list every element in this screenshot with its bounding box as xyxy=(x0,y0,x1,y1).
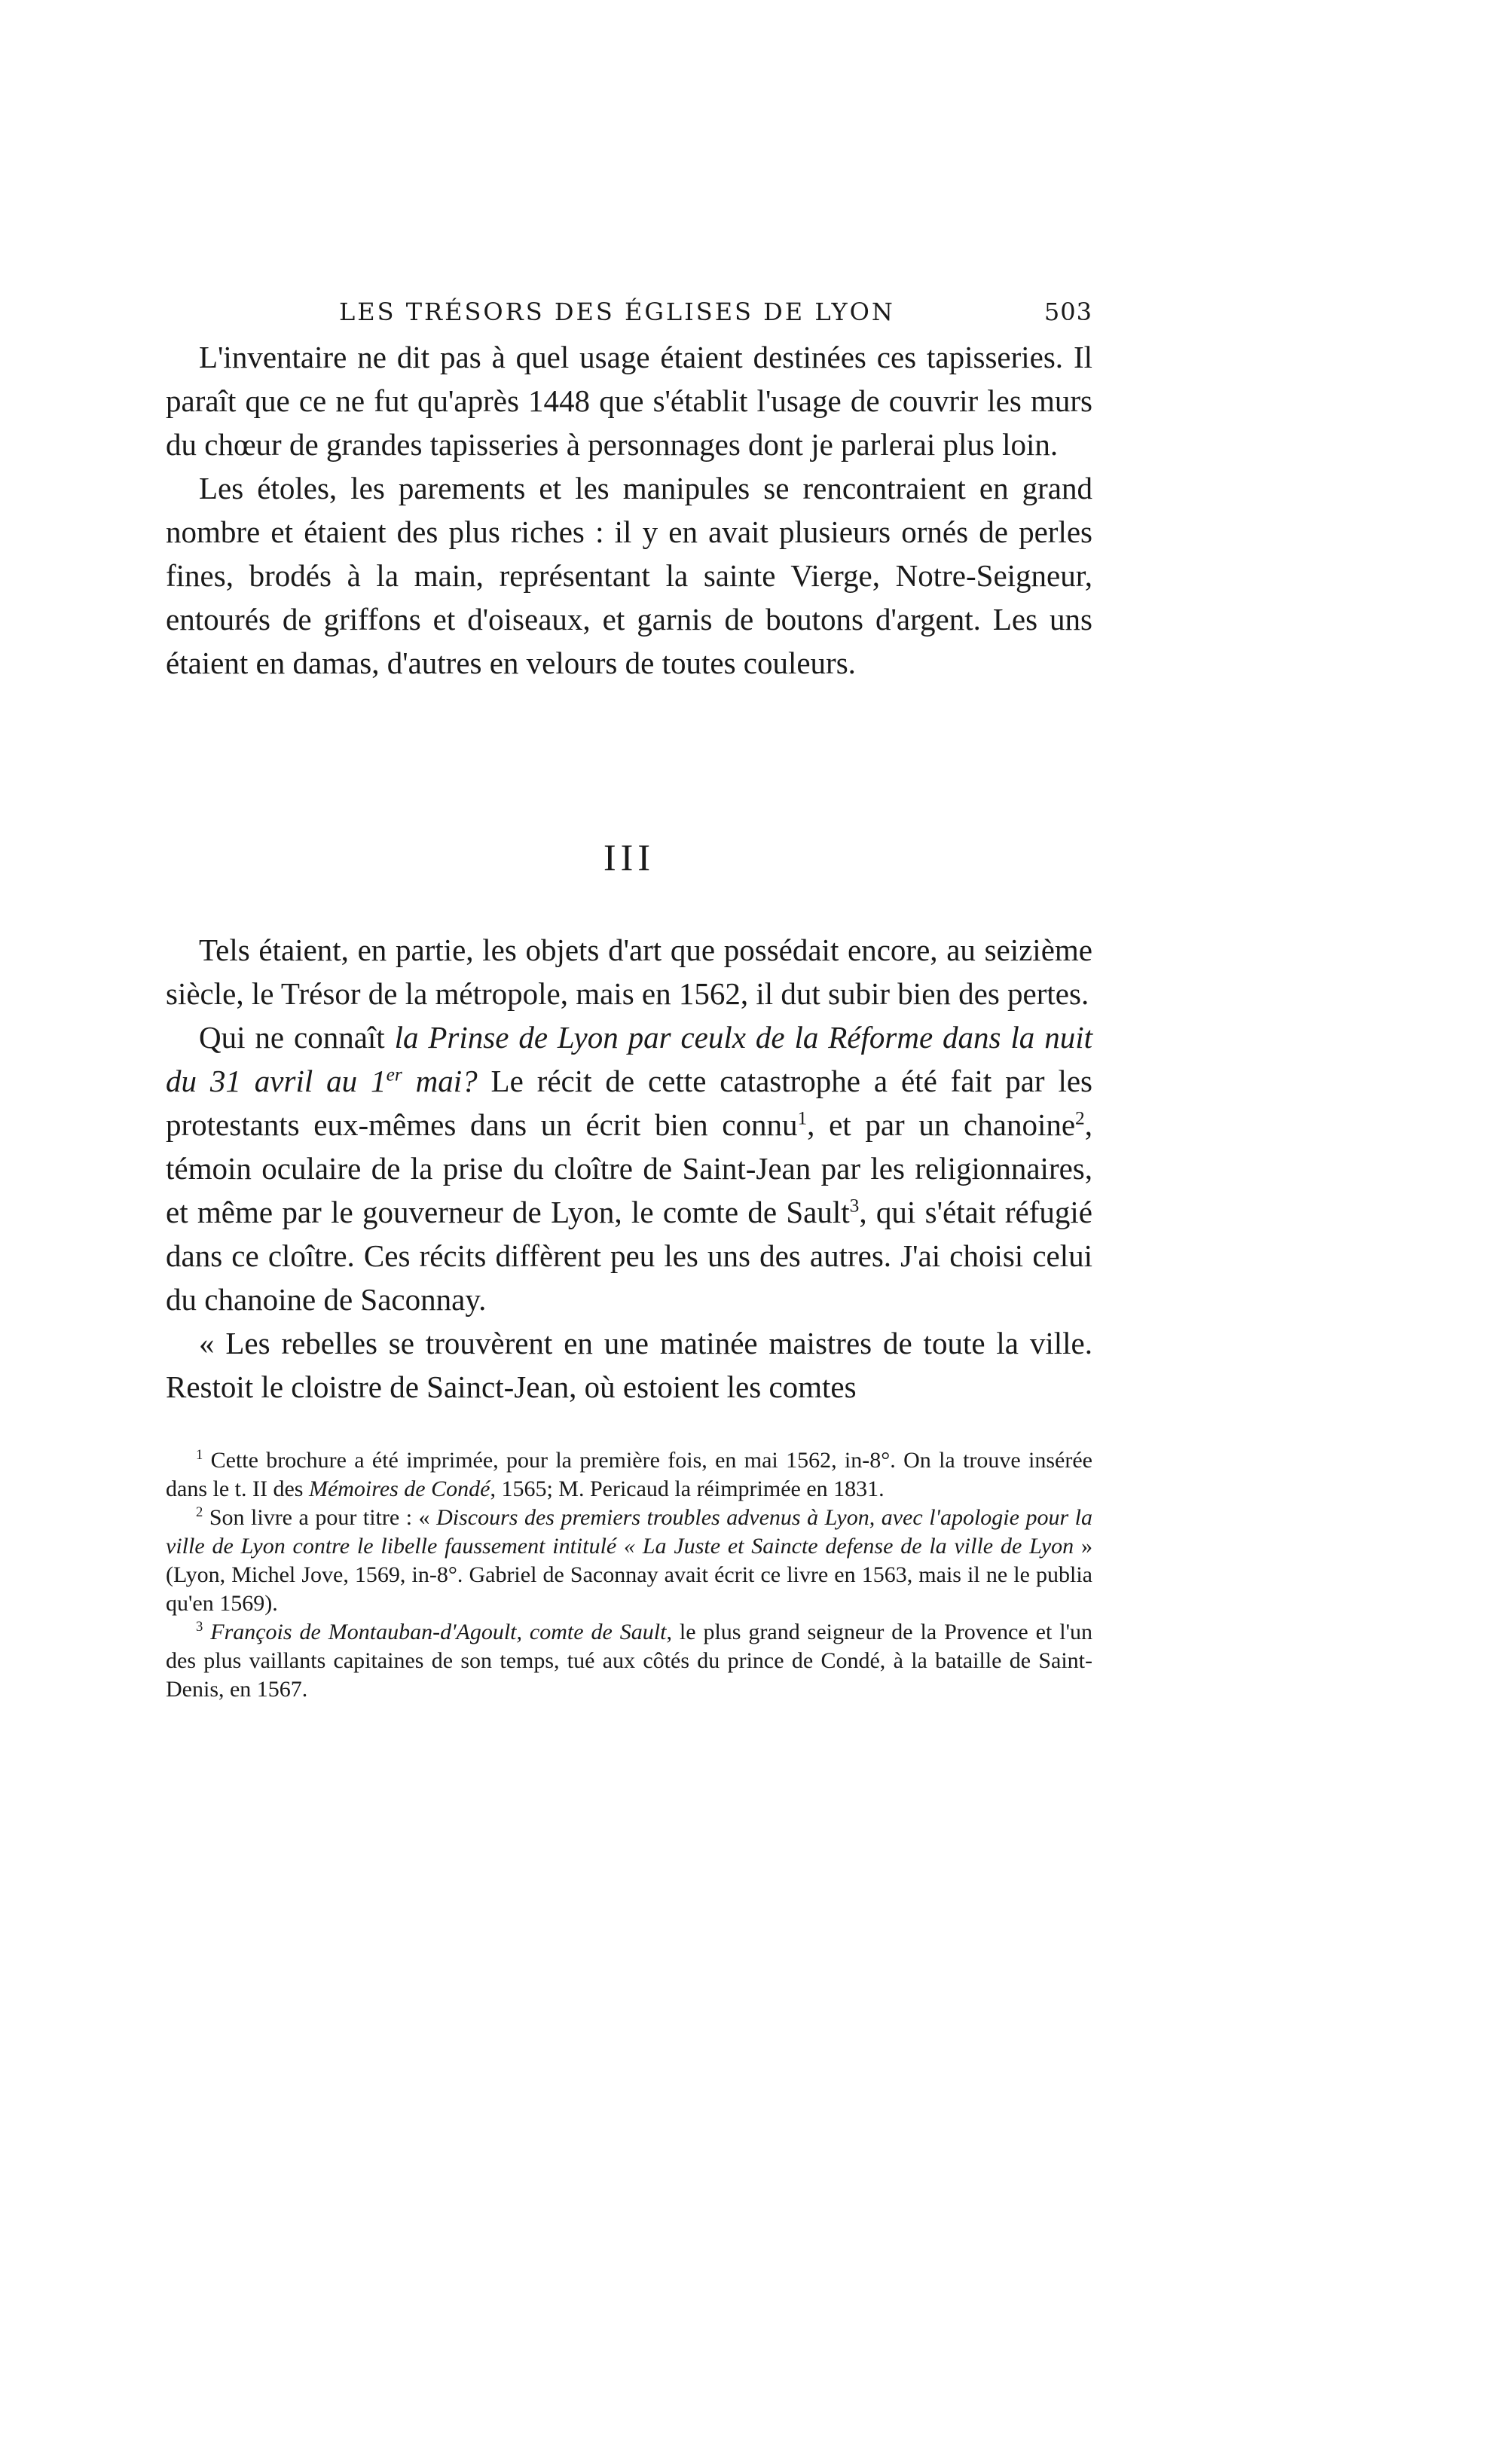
page xyxy=(166,298,1092,1704)
page-number: 503 xyxy=(1043,298,1092,326)
paragraph-losses: Tels étaient, en partie, les objets d'art que possédait encore, au seizième siècle, le Trésor de la métropole, mais en 1562, il dut subir bien des pertes. xyxy=(166,933,1092,1011)
footnote-number: 2 xyxy=(196,1504,203,1520)
footnote-ref-1: 1 xyxy=(797,1107,808,1129)
running-head-title: LES TRÉSORS DES ÉGLISES DE LYON xyxy=(339,298,895,326)
paragraph-stoles: Les étoles, les parements et les manipules se rencontraient en grand nombre et étaient des plus riches : il y en avait plusieurs ornés de perles fines, brodés à la main, représentant la sainte Vierge, Notre-Seigneur, entourés de griffons et d'oiseaux, et garnis de boutons d'argent. Les uns étaient en damas, d'autres en velours de toutes couleurs. xyxy=(166,471,1092,680)
paragraph-prinse xyxy=(166,1015,1092,1321)
text-segment: , témoin oculaire de la prise du cloître de Saint-Jean par les religionnaires, et même par le gouverneur de Lyon, le comte de Sault xyxy=(166,1107,1092,1229)
running-head xyxy=(166,298,1092,335)
footnote-1: $^1$ Cette brochure a été imprimée, pour la première fois, en mai 1562, in-8°. On la trouve insérée dans le t. II des Mémoires de Condé, 1565; M. Pericaud la réimprimée en 1831. xyxy=(166,1447,1092,1501)
footnote-ref-2: 2 xyxy=(1075,1107,1085,1129)
superscript-er: er xyxy=(386,1064,402,1085)
footnote-3: $^3$ François de Montauban-d'Agoult, comte de Sault, le plus grand seigneur de la Provence et l'un des plus vaillants capitaines de son temps, tué aux côtés du prince de Condé, à la bataille de Saint-Denis, en 1567. xyxy=(166,1619,1092,1702)
text-segment: , qui s'était réfugié dans ce cloître. Ces récits diffèrent peu les uns des autres. J'ai choisi celui du chanoine de Saconnay. xyxy=(166,1195,1092,1317)
text-segment: Le récit de cette catastrophe a été fait par les protestants eux-mêmes dans un écrit bien connu xyxy=(166,1064,1093,1142)
section-heading: III xyxy=(603,836,655,878)
text-segment: , et par un chanoine xyxy=(807,1107,1076,1142)
footnote-number: 3 xyxy=(196,1619,203,1635)
body-text xyxy=(166,335,1092,1409)
book-title-italic: la Prinse de Lyon par ceulx de la Réforme dans la nuit du 31 avril au 1er mai? xyxy=(166,1020,1092,1098)
footnote-2: $^2$ Son livre a pour titre : « Discours des premiers troubles advenus à Lyon, avec l'apologie pour la ville de Lyon contre le libelle faussement intitulé « La Juste et Saincte defense de la ville de Lyon » (Lyon, Michel Jove, 1569, in-8°. Gabriel de Saconnay avait écrit ce livre en 1563, mais il ne le publia qu'en 1569). xyxy=(166,1504,1093,1616)
footnote-italic: Discours des premiers troubles advenus à Lyon, avec l'apologie pour la ville de Lyon contre le libelle faussement intitulé « La Juste et Saincte defense de la ville de Lyon xyxy=(166,1505,1092,1559)
text-lead: Qui ne connaît xyxy=(199,1020,395,1055)
footnote-number: 1 xyxy=(196,1447,203,1463)
footnotes xyxy=(166,1446,1092,1704)
footnote-ref-3: 3 xyxy=(849,1195,860,1217)
footnote-italic: Mémoires de Condé xyxy=(308,1476,490,1501)
paragraph-quotation: « Les rebelles se trouvèrent en une matinée maistres de toute la ville. Restoit le cloistre de Sainct-Jean, où estoient les comtes xyxy=(166,1326,1092,1404)
paragraph-tapestries: L'inventaire ne dit pas à quel usage étaient destinées ces tapisseries. Il paraît que ce ne fut qu'après 1448 que s'établit l'usage de couvrir les murs du chœur de grandes tapisseries à personnages dont je parlerai plus loin. xyxy=(166,340,1092,462)
footnote-italic: François de Montauban-d'Agoult, comte de Sault xyxy=(203,1620,667,1644)
